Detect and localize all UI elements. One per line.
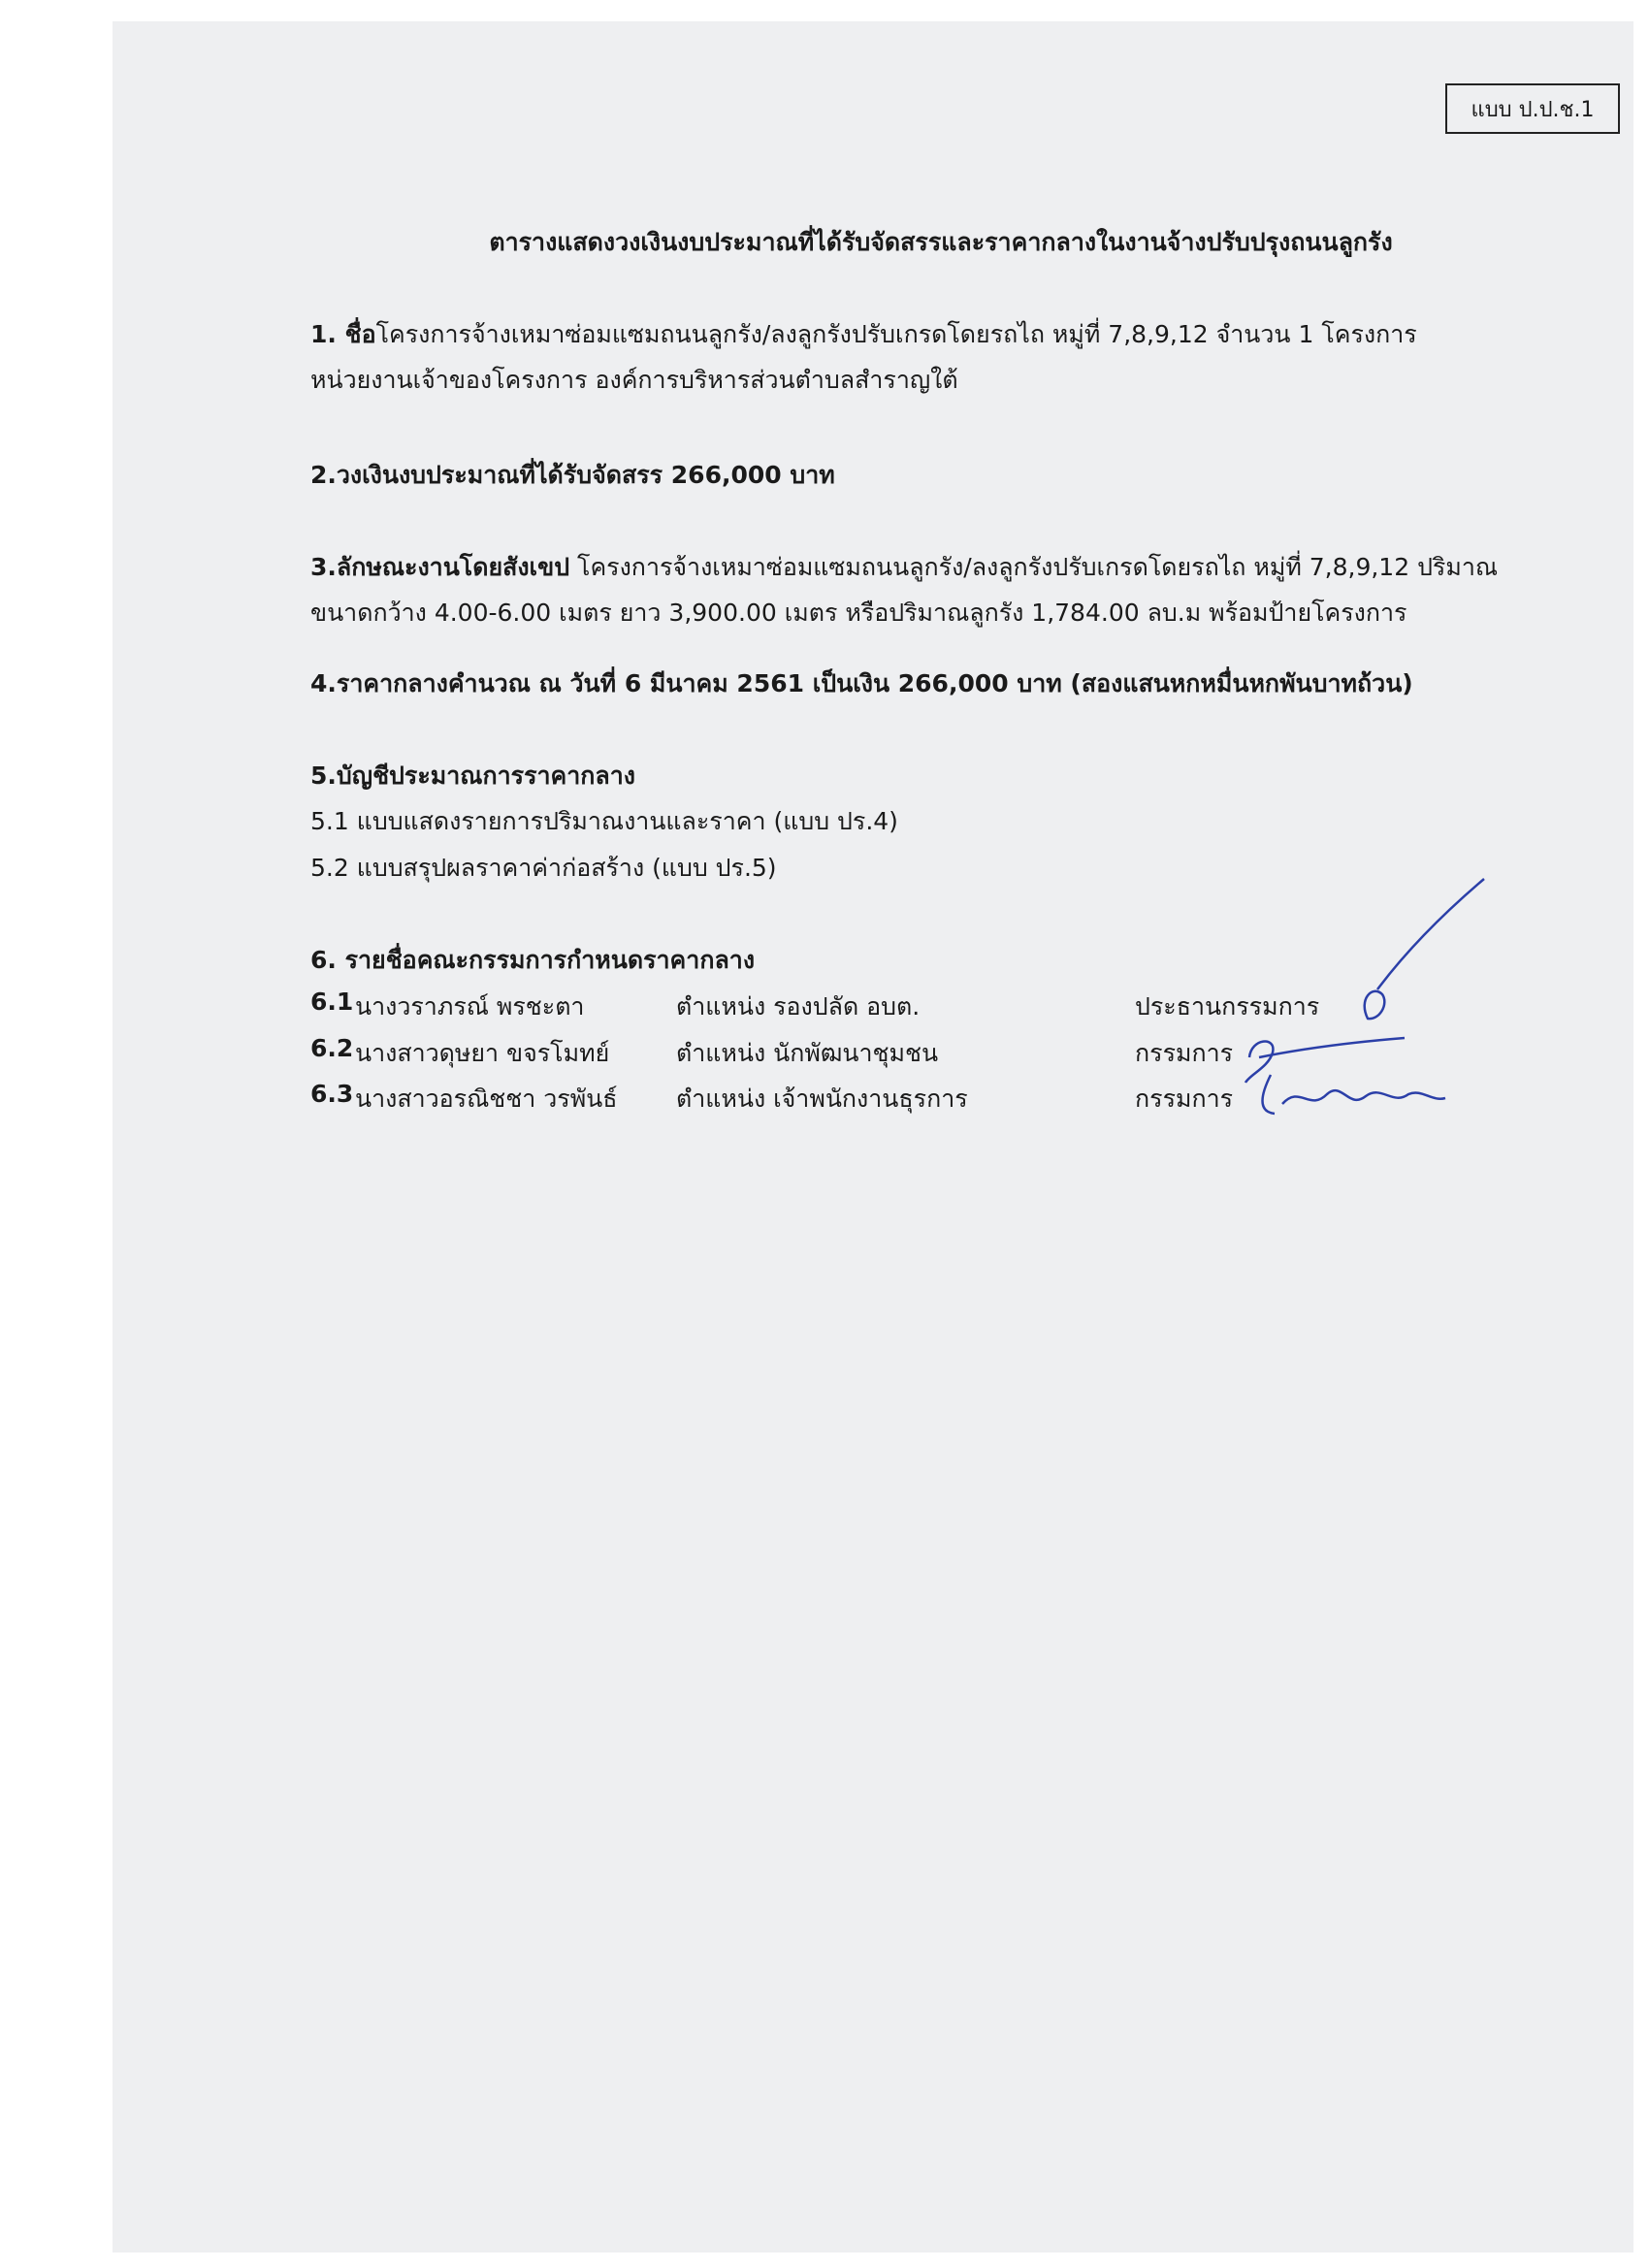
form-code-box: แบบ ป.ป.ช.1 [1445, 83, 1620, 134]
page-title: ตารางแสดงวงเงินงบประมาณที่ได้รับจัดสรรและราคากลางในงานจ้างปรับปรุงถนนลูกรัง [489, 228, 1393, 256]
section-2-budget: 2.วงเงินงบประมาณที่ได้รับจัดสรร 266,000 บาท [310, 461, 835, 489]
section-6-heading: 6. รายชื่อคณะกรรมการกำหนดราคากลาง [310, 946, 756, 974]
section-3-label: 3.ลักษณะงานโดยสังเขป [310, 553, 570, 581]
member-number: 6.1 [310, 988, 354, 1016]
section-1-line-1 [310, 315, 1417, 354]
member-position: ตำแหน่ง รองปลัด อบต. [676, 992, 921, 1021]
section-5-item: 5.1 แบบแสดงรายการปริมาณงานและราคา (แบบ ปร.4) [310, 807, 898, 835]
signature-chairman [1329, 873, 1504, 1028]
section-5-heading: 5.บัญชีประมาณการราคากลาง [310, 761, 635, 790]
member-number: 6.2 [310, 1034, 354, 1062]
member-role: กรรมการ [1135, 1039, 1234, 1067]
member-name: นางวราภรณ์ พรชะตา [355, 992, 585, 1021]
member-name: นางสาวดุษยา ขจรโมทย์ [355, 1039, 610, 1067]
section-3-line-1 [310, 548, 1498, 587]
document-sheet [113, 21, 1633, 2252]
member-role: ประธานกรรมการ [1135, 992, 1320, 1021]
section-1-label: 1. ชื่อ [310, 320, 376, 348]
section-5-item: 5.2 แบบสรุปผลราคาค่าก่อสร้าง (แบบ ปร.5) [310, 854, 777, 882]
member-position: ตำแหน่ง นักพัฒนาชุมชน [676, 1039, 939, 1067]
section-4-median-price: 4.ราคากลางคำนวณ ณ วันที่ 6 มีนาคม 2561 เป็นเงิน 266,000 บาท (สองแสนหกหมื่นหกพันบาทถ้วน) [310, 669, 1413, 697]
section-3-line-2: ขนาดกว้าง 4.00-6.00 เมตร ยาว 3,900.00 เมตร หรือปริมาณลูกรัง 1,784.00 ลบ.ม พร้อมป้ายโครงการ [310, 599, 1407, 627]
section-1-text: โครงการจ้างเหมาซ่อมแซมถนนลูกรัง/ลงลูกรังปรับเกรดโดยรถไถ หมู่ที่ 7,8,9,12 จำนวน 1 โครงการ [375, 320, 1417, 348]
member-role: กรรมการ [1135, 1085, 1234, 1113]
member-number: 6.3 [310, 1080, 354, 1108]
member-name: นางสาวอรณิชชา วรพันธ์ [355, 1085, 618, 1113]
signature-member-3 [1251, 1065, 1455, 1123]
section-1-line-2: หน่วยงานเจ้าของโครงการ องค์การบริหารส่วนตำบลสำราญใต้ [310, 366, 958, 394]
member-position: ตำแหน่ง เจ้าพนักงานธุรการ [676, 1085, 968, 1113]
section-3-text: โครงการจ้างเหมาซ่อมแซมถนนลูกรัง/ลงลูกรังปรับเกรดโดยรถไถ หมู่ที่ 7,8,9,12 ปริมาณ [569, 553, 1499, 581]
